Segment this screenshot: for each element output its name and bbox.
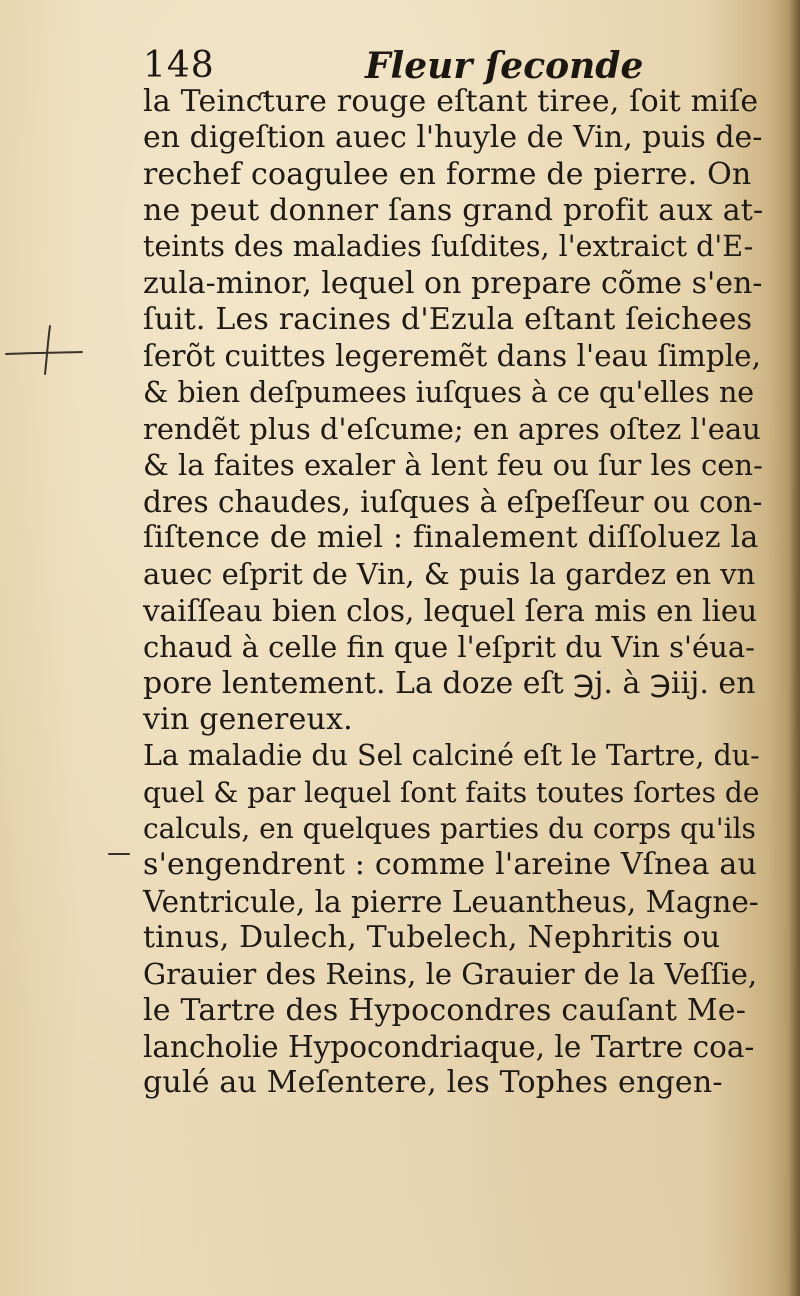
body-text bbox=[143, 84, 763, 1102]
text-line: lancholie Hypocondriaque, le Tartre coa- bbox=[143, 1029, 755, 1064]
text-line: teints des maladies ſuſdites, l'extraict d'E- bbox=[143, 230, 754, 264]
text-line: vaiſſeau bien clos, lequel ſera mis en lieu bbox=[143, 593, 758, 628]
text-line: quel & par lequel ſont faits toutes ſortes de bbox=[143, 775, 760, 809]
text-line: s'engendrent : comme l'areine Vſnea au bbox=[143, 847, 758, 883]
text-line: auec eſprit de Vin, & puis la gardez en vn bbox=[143, 557, 756, 592]
page-edge-shadow bbox=[788, 0, 800, 1296]
text-line: zula-minor, lequel on prepare cõme s'en- bbox=[143, 265, 763, 301]
text-line: Grauier des Reins, le Grauier de la Veſſie, bbox=[143, 957, 758, 992]
cross-mark-icon bbox=[4, 318, 84, 378]
text-line: gulé au Meſentere, les Tophes engen- bbox=[143, 1065, 723, 1101]
text-line: dres chaudes, iuſques à eſpeſſeur ou con- bbox=[143, 484, 763, 519]
text-line: Ventricule, la pierre Leuantheus, Magne- bbox=[143, 884, 759, 919]
text-line: ſuit. Les racines d'Ezula eſtant ſeichees bbox=[143, 302, 753, 338]
text-line: ſiſtence de miel : finalement diſſoluez la bbox=[143, 520, 759, 556]
page-number: 148 bbox=[143, 45, 215, 86]
running-title: Fleur ſeconde bbox=[365, 45, 644, 87]
text-line: la Teinƈture rouge eſtant tiree, ſoit miſe bbox=[143, 84, 759, 119]
text-line: pore lentement. La doze eſt ℈j. à ℈iij. en bbox=[143, 665, 756, 701]
dash-mark-icon bbox=[108, 852, 130, 856]
text-line: ne peut donner ſans grand profit aux at- bbox=[143, 193, 764, 229]
text-line: ſerõt cuittes legeremẽt dans l'eau ſimple, bbox=[143, 339, 762, 374]
text-line: vin genereux. bbox=[143, 701, 353, 737]
text-line: calculs, en quelques parties du corps qu'ils bbox=[143, 811, 756, 845]
text-line: & la faites exaler à lent feu ou ſur les cen- bbox=[143, 448, 763, 483]
text-line: rendẽt plus d'eſcume; en apres oſtez l'eau bbox=[143, 412, 761, 447]
text-line: le Tartre des Hypocondres cauſant Me- bbox=[143, 992, 747, 1028]
text-line: La maladie du Sel calciné eſt le Tartre, du- bbox=[143, 739, 760, 773]
text-line: tinus, Dulech, Tubelech, Nephritis ou bbox=[143, 919, 721, 955]
text-line: & bien deſpumees iuſques à ce qu'elles ne bbox=[143, 375, 755, 409]
text-line: en digeſtion auec l'huyle de Vin, puis de- bbox=[143, 120, 763, 156]
text-line: rechef coagulee en forme de pierre. On bbox=[143, 156, 752, 192]
text-line: chaud à celle fin que l'eſprit du Vin s'éua- bbox=[143, 630, 755, 665]
